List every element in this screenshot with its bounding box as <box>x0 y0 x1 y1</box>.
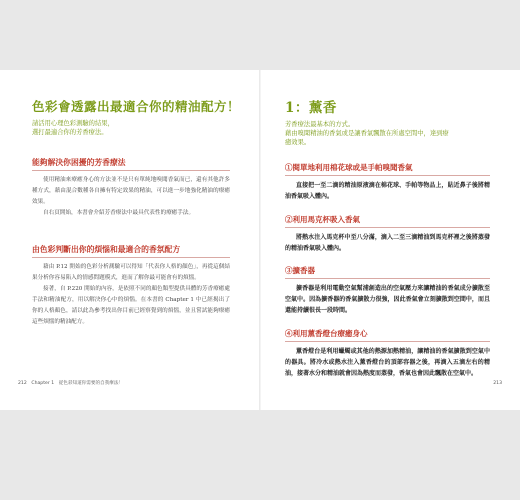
method-body: 將熱水注入馬克杯中至八分滿，滴入二至三滴精油到馬克杯裡之後將蒸發的精油香氣吸入體內。 <box>285 234 490 252</box>
right-page-title: 1：薰香 <box>285 100 337 116</box>
paragraph: 使用精油來療癒身心的方法並不是只有單純地嗅聞香氣而已，還有其他許多種方式，藉由混合數種各自擁有特定效果的精油，可以進一步地強化精油的療癒效果。 <box>32 177 230 205</box>
right-page-number: 213 <box>493 381 502 386</box>
subtitle-line: 請活用心理色彩測驗的結果， <box>32 120 114 127</box>
section-color-judgement <box>32 244 230 328</box>
left-page-subtitle <box>32 119 114 137</box>
section-heading: 能夠解決你困擾的芳香療法 <box>32 157 230 171</box>
method-body: 擴香器是利用電動空氣幫浦創造出的空氣壓力來讓精油的香氣成分擴散至空氣中。因為擴香器的香氣擴散力很強，因此香氣會立刻擴散到空間中，而且還能持續很長一段時間。 <box>285 285 490 314</box>
intro-line: 芳香療法最基本的方式。 <box>285 121 355 128</box>
left-page-title: 色彩會透露出最適合你的精油配方！ <box>32 99 241 114</box>
method-section-4 <box>285 328 490 379</box>
subtitle-line: 選打最適合你的芳香療法。 <box>32 129 108 136</box>
method-heading: ③擴香器 <box>285 265 490 279</box>
section-body <box>32 175 230 219</box>
method-section-3 <box>285 265 490 316</box>
intro-line: 藉由嗅聞精油的香氣或是讓香氣飄散在所處空間中，達到療 <box>285 130 449 137</box>
section-body <box>32 262 230 328</box>
left-page <box>0 70 259 410</box>
right-page <box>261 70 520 410</box>
paragraph: 接著，自 P.220 開始的內容，是依照不同的顏色類型提供具體的芳香療癒處手法和精油配方，用以解決你心中的煩惱。在本書的 Chapter 1 中已經揭出了你的人格顏色，請以此為參考找出你目前已經察覺到的煩惱，並且嘗試能夠療癒這些煩惱的精油配方。 <box>32 286 230 325</box>
left-page-footer: 212 Chapter 1 從色彩知道你需要的自我療法！ <box>18 381 124 386</box>
method-body: 薰香燈台是利用蠟燭或其他的熱源加熱精油，讓精油的香氣擴散到空氣中的器具。將冷水或熱水注入薰香燈台的頂部容器之後，再滴入五滴左右的精油，接著水分和精油就會因為熱度而蒸發，香氣也會因此飄散在空氣中。 <box>285 348 490 377</box>
method-heading: ④利用薰香燈台療癒身心 <box>285 328 490 342</box>
method-heading: ②利用馬克杯吸入香氣 <box>285 214 490 228</box>
method-body: 直接把一至二滴的精油原液滴在棉花球、手帕等物品上，貼近鼻子後將精油香氣吸入體內。 <box>285 182 490 200</box>
book-spread <box>0 70 520 410</box>
paragraph: 藉由 P.12 開始的色彩分析測驗可以得知「代表你人格的顏色」，再從這個結果分析你容易陷入的情感問題模式，進而了解你最可能會有的煩惱。 <box>32 264 230 281</box>
section-resolve-worries <box>32 157 230 219</box>
section-heading: 由色彩判斷出你的煩惱和最適合的香氛配方 <box>32 244 230 258</box>
method-section-2 <box>285 214 490 254</box>
method-heading: ①閱單地利用棉花球或是手帕嗅聞香氣 <box>285 162 490 176</box>
intro-line: 癒效果。 <box>285 139 311 146</box>
paragraph: 自右頁開始，本書會介紹芳香療法中最具代表性的療癒手法。 <box>43 210 195 216</box>
method-section-1 <box>285 162 490 202</box>
right-page-intro <box>285 120 490 147</box>
